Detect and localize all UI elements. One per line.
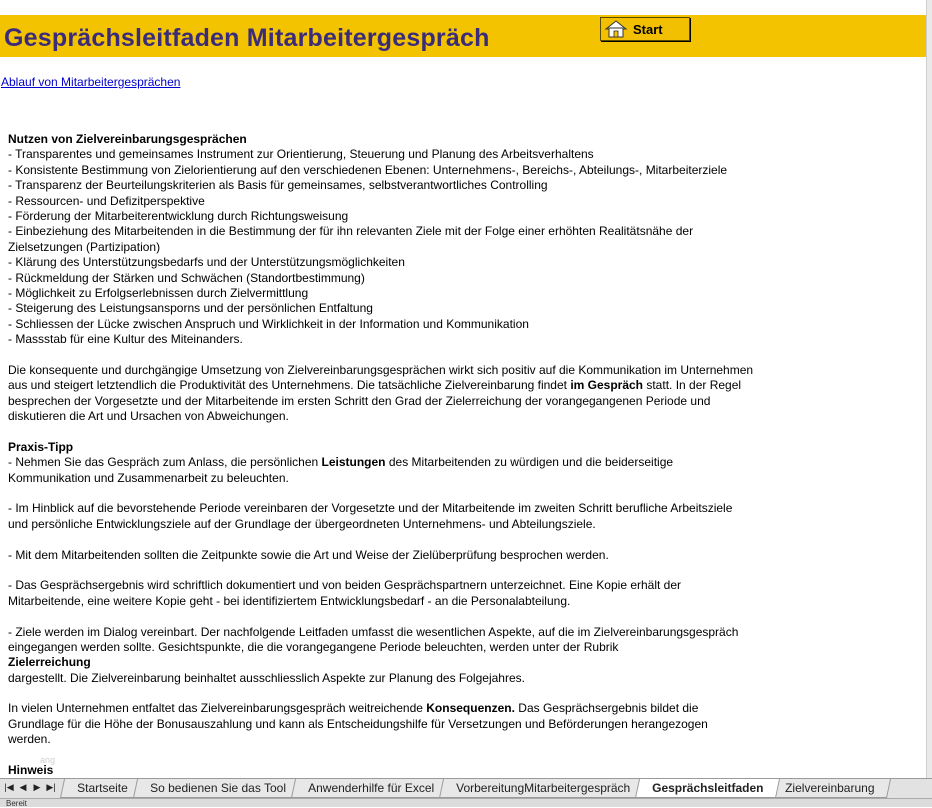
sheet-tab-label: Anwenderhilfe für Excel	[307, 781, 434, 795]
text-line: - Mit dem Mitarbeitenden sollten die Zeitpunkte sowie die Art und Weise der Zielüberprüfung besprochen werden.	[8, 547, 609, 562]
section-heading	[8, 132, 848, 147]
document-body	[8, 132, 848, 778]
blank-line	[8, 486, 848, 501]
section-heading-text: Nutzen von Zielvereinbarungsgesprächen	[8, 132, 247, 146]
page-title: Gesprächsleitfaden Mitarbeitergespräch	[4, 24, 490, 52]
text-line: Kommunikation und Zusammenarbeit zu beleuchten.	[8, 470, 289, 485]
sheet-tab[interactable]	[768, 779, 891, 798]
text-line: - Im Hinblick auf die bevorstehende Periode vereinbaren der Vorgesetzte und der Mitarbeitende im zweiten Schritt berufliche Arbeitsziele	[8, 501, 733, 516]
text-line: dargestellt. Die Zielvereinbarung beinhaltet ausschliesslich Aspekte zur Planung des Folgejahres.	[8, 670, 525, 685]
sheet-tab[interactable]	[133, 779, 303, 798]
text-line: Die konsequente und durchgängige Umsetzung von Zielvereinbarungsgesprächen wirkt sich positiv auf die Kommunikation im Unternehmen	[8, 362, 754, 377]
text-line: - Transparentes und gemeinsames Instrument zur Orientierung, Steuerung und Planung des Arbeitsverhaltens	[8, 147, 594, 162]
title-banner	[0, 15, 927, 57]
sheet-tab-label: So bedienen Sie das Tool	[149, 781, 286, 795]
sheet-tab-label: Startseite	[77, 781, 128, 795]
watermark: ang	[40, 755, 56, 765]
blank-line	[8, 563, 848, 578]
emphasis-text: Konsequenzen.	[426, 701, 515, 716]
text-span: - Nehmen Sie das Gespräch zum Anlass, die persönlichen	[8, 455, 322, 470]
text-line: - Möglichkeit zu Erfolgserlebnissen durch Zielvermittlung	[8, 285, 309, 300]
blank-line	[8, 347, 848, 362]
section-heading	[8, 763, 848, 778]
text-line: - Ressourcen- und Defizitperspektive	[8, 193, 205, 208]
start-button[interactable]	[600, 17, 690, 41]
text-span: In vielen Unternehmen entfaltet das Zielvereinbarungsgespräch weitreichende	[8, 701, 427, 716]
ablauf-link[interactable]: Ablauf von Mitarbeitergesprächen	[1, 75, 181, 89]
text-line: Mitarbeitende, eine weitere Kopie geht - bei identifiziertem Entwicklungsbedarf - an die Personalabteilung.	[8, 593, 571, 608]
text-line: - Steigerung des Leistungsansporns und der persönlichen Entfaltung	[8, 301, 373, 316]
text-line	[8, 701, 848, 716]
emphasis-text: Zielerreichung	[8, 655, 91, 670]
text-line: Zielsetzungen (Partizipation)	[8, 239, 161, 254]
window-edge	[926, 0, 932, 806]
status-text: Bereit	[6, 799, 27, 808]
text-line	[8, 655, 848, 670]
text-span: statt. In der Regel	[643, 378, 742, 393]
text-line: besprechen der Vorgesetzte und der Mitarbeitende im ersten Schritt den Grad der Zielerreichung der vorangegangenen Periode und	[8, 393, 711, 408]
text-line: Grundlage für die Höhe der Bonusauszahlung und kann als Entscheidungshilfe für Versetzungen und Beförderungen herangezogen	[8, 716, 708, 731]
text-span: aus und steigert letztendlich die Produktivität des Unternehmens. Die tatsächliche Zielvereinbarung findet	[8, 378, 571, 393]
blank-line	[8, 686, 848, 701]
blank-line	[8, 748, 848, 763]
sheet-tab[interactable]	[635, 779, 780, 798]
blank-line	[8, 532, 848, 547]
text-span: des Mitarbeitenden zu würdigen und die beiderseitige	[385, 455, 674, 470]
text-line: diskutieren die Art und Ursachen von Abweichungen.	[8, 409, 289, 424]
text-line: und persönliche Entwicklungsziele auf der Grundlage der übergeordneten Unternehmens- und Abteilungsziele.	[8, 516, 596, 531]
sheet-tab-bar	[0, 778, 932, 799]
text-line: - Transparenz der Beurteilungskriterien als Basis für gemeinsames, selbstverantwortliches Controlling	[8, 178, 548, 193]
home-icon	[604, 20, 628, 38]
sheet-tab[interactable]	[291, 779, 451, 798]
text-line: - Ziele werden im Dialog vereinbart. Der nachfolgende Leitfaden umfasst die wesentlichen Aspekte, auf die im Zielvereinbarungsgespräch	[8, 624, 739, 639]
blank-line	[8, 609, 848, 624]
text-line: werden.	[8, 732, 51, 747]
first-sheet-icon[interactable]: |◀	[4, 782, 14, 792]
sheet-tab-label: VorbereitungMitarbeitergespräch	[455, 781, 630, 795]
text-line: - Klärung des Unterstützungsbedarfs und der Unterstützungsmöglichkeiten	[8, 255, 405, 270]
section-heading	[8, 440, 848, 455]
text-line: - Schliessen der Lücke zwischen Anspruch und Wirklichkeit in der Information und Kommunikation	[8, 316, 529, 331]
sheet-tab[interactable]	[60, 779, 145, 798]
text-line: - Einbeziehung des Mitarbeitenden in die Bestimmung der für ihn relevanten Ziele mit der Folge einer erhöhten Realitätsnähe der	[8, 224, 694, 239]
sheet-tab[interactable]	[439, 779, 647, 798]
last-sheet-icon[interactable]: ▶|	[46, 782, 56, 792]
text-line	[8, 378, 848, 393]
text-line: - Rückmeldung der Stärken und Schwächen (Standortbestimmung)	[8, 270, 365, 285]
sheet-tab-label: Gesprächsleitfaden	[651, 781, 764, 795]
text-line: - Förderung der Mitarbeiterentwicklung durch Richtungsweisung	[8, 208, 349, 223]
text-line: eingegangen werden sollte. Gesichtspunkte, die die vorangegangene Periode beleuchten, werden unter der Rubrik	[8, 639, 619, 654]
section-heading-text: Praxis-Tipp	[8, 439, 74, 454]
text-span: Das Gesprächsergebnis bildet die	[514, 701, 699, 716]
text-line: - Massstab für eine Kultur des Miteinanders.	[8, 332, 243, 347]
sheet-tabs	[62, 779, 882, 799]
blank-line	[8, 424, 848, 439]
sheet-tab-label: Zielvereinbarung	[785, 781, 875, 795]
emphasis-text: Leistungen	[321, 455, 386, 470]
section-heading-text: Hinweis	[8, 763, 54, 778]
start-button-label: Start	[633, 21, 663, 37]
prev-sheet-icon[interactable]: ◀	[19, 782, 27, 792]
text-line	[8, 455, 848, 470]
text-line: - Konsistente Bestimmung von Zielorientierung auf den verschiedenen Ebenen: Unternehmens-, Bereichs-, Abteilungs-, Mitarbeiterziele	[8, 162, 728, 177]
text-line: - Das Gesprächsergebnis wird schriftlich dokumentiert und von beiden Gesprächspartnern unterzeichnet. Eine Kopie erhält der	[8, 578, 682, 593]
emphasis-text: im Gespräch	[570, 378, 644, 393]
next-sheet-icon[interactable]: ▶	[33, 782, 41, 792]
